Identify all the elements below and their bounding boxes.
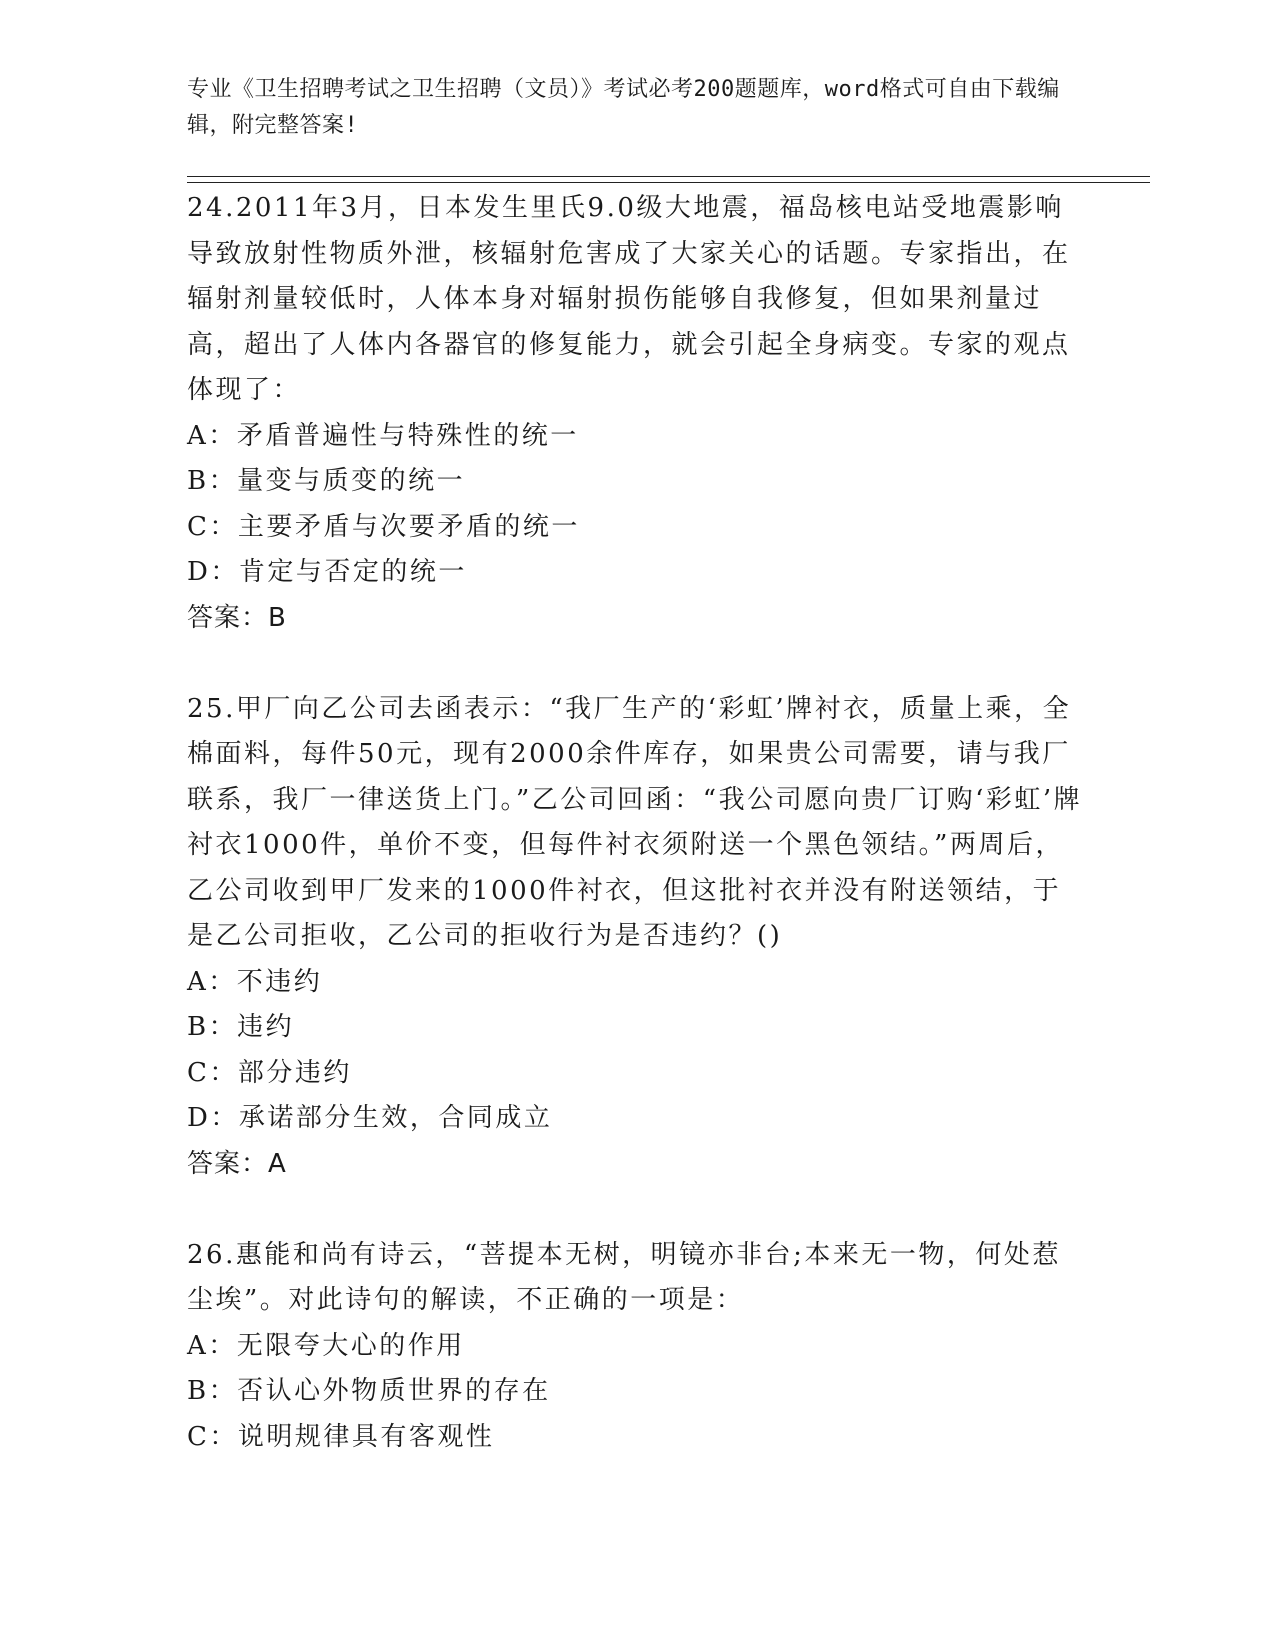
option-b: B：量变与质变的统一 [187,466,466,496]
question-26 [187,1233,1087,1461]
option-a: A：矛盾普遍性与特殊性的统一 [187,420,579,451]
option-a: A：不违约 [187,966,323,997]
option-c: C：主要矛盾与次要矛盾的统一 [187,511,580,542]
answer-label: 答案：B [187,602,287,633]
option-d: D：肯定与否定的统一 [187,557,467,587]
option-b: B：否认心外物质世界的存在 [187,1376,551,1406]
header-text: 专业《卫生招聘考试之卫生招聘（文员）》考试必考200题题库，word格式可自由下载编辑，附完整答案! [187,77,1060,138]
header-divider-top [187,176,1150,177]
document-header [187,72,1087,144]
answer-label: 答案：A [187,1148,287,1179]
option-b: B：违约 [187,1012,295,1042]
option-a: A：无限夸大心的作用 [187,1330,465,1361]
document-body [187,186,1087,1460]
question-24 [187,186,1087,641]
option-c: C：说明规律具有客观性 [187,1421,495,1452]
header-divider-bottom [187,182,1150,183]
question-stem: 24.2011年3月，日本发生里氏9.0级大地震，福岛核电站受地震影响导致放射性物质外泄，核辐射危害成了大家关心的话题。专家指出，在辐射剂量较低时，人体本身对辐射损伤能够自我修复，但如果剂量过高，超出了人体内各器官的修复能力，就会引起全身病变。专家的观点体现了： [187,193,1071,405]
option-d: D：承诺部分生效，合同成立 [187,1103,553,1133]
question-stem: 25.甲厂向乙公司去函表示：“我厂生产的‘彩虹’牌衬衣，质量上乘，全棉面料，每件50元，现有2000余件库存，如果贵公司需要，请与我厂联系，我厂一律送货上门。”乙公司回函：“我公司愿向贵厂订购‘彩虹’牌衬衣1000件，单价不变，但每件衬衣须附送一个黑色领结。”两周后，乙公司收到甲厂发来的1000件衬衣，但这批衬衣并没有附送领结，于是乙公司拒收，乙公司的拒收行为是否违约？() [187,693,1083,951]
option-c: C：部分违约 [187,1057,352,1088]
question-25 [187,687,1087,1188]
question-spacer [187,641,1087,687]
question-stem: 26.惠能和尚有诗云，“菩提本无树，明镜亦非台;本来无一物，何处惹尘埃”。对此诗句的解读，不正确的一项是： [187,1239,1061,1315]
question-spacer [187,1187,1087,1233]
